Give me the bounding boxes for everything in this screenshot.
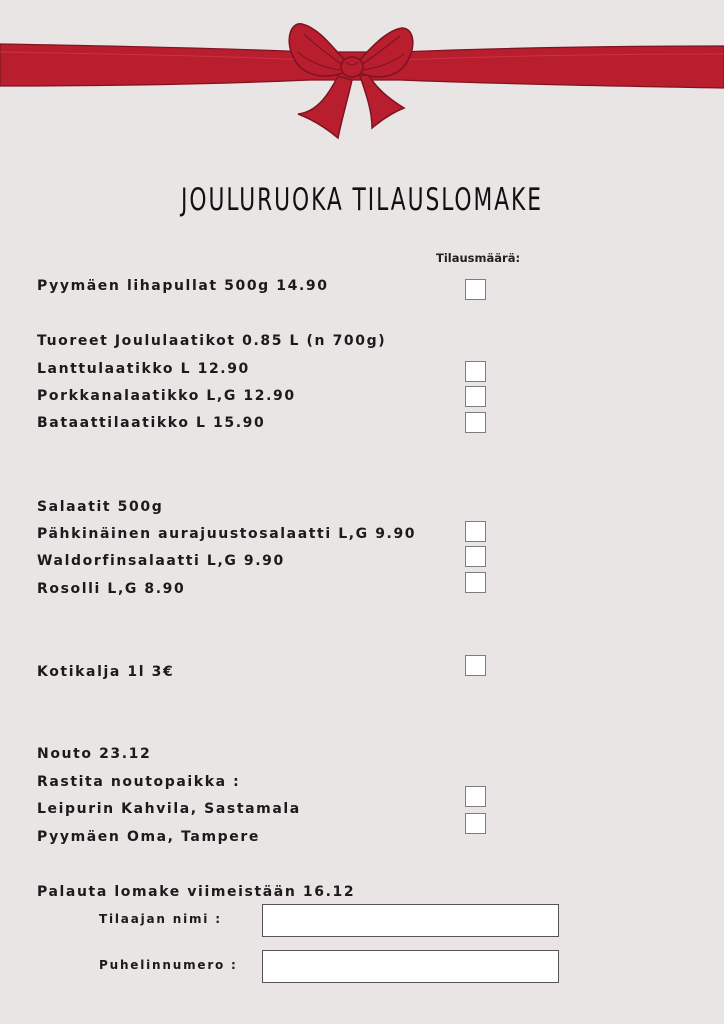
item-waldorfinsalaatti: Waldorfinsalaatti L,G 9.90 [37,553,285,569]
quantity-column-header: Tilausmäärä: [436,251,521,265]
checkbox-kotikalja[interactable] [465,655,486,676]
item-lanttulaatikko: Lanttulaatikko L 12.90 [37,361,250,377]
item-rosolli: Rosolli L,G 8.90 [37,581,186,597]
pickup-date: Nouto 23.12 [37,746,152,762]
checkbox-porkkanalaatikko[interactable] [465,386,486,407]
pickup-location-tampere: Pyymäen Oma, Tampere [37,829,260,845]
item-kotikalja: Kotikalja 1l 3€ [37,664,175,680]
phone-field-label: Puhelinnumero : [99,958,238,972]
item-porkkanalaatikko: Porkkanalaatikko L,G 12.90 [37,388,296,404]
section-salaatit: Salaatit 500g [37,499,164,515]
checkbox-rosolli[interactable] [465,572,486,593]
name-field-label: Tilaajan nimi : [99,912,222,926]
checkbox-pickup-sastamala[interactable] [465,786,486,807]
phone-input[interactable] [262,950,559,983]
name-input[interactable] [262,904,559,937]
item-lihapullat: Pyymäen lihapullat 500g 14.90 [37,278,329,294]
pickup-instruction: Rastita noutopaikka : [37,774,241,790]
red-ribbon-bow-icon [0,0,724,145]
item-aurajuustosalaatti: Pähkinäinen aurajuustosalaatti L,G 9.90 [37,526,417,542]
checkbox-lanttulaatikko[interactable] [465,361,486,382]
section-laatikot: Tuoreet Joululaatikot 0.85 L (n 700g) [37,333,387,349]
checkbox-pickup-tampere[interactable] [465,813,486,834]
checkbox-lihapullat[interactable] [465,279,486,300]
checkbox-waldorfinsalaatti[interactable] [465,546,486,567]
checkbox-aurajuustosalaatti[interactable] [465,521,486,542]
pickup-location-sastamala: Leipurin Kahvila, Sastamala [37,801,301,817]
return-deadline: Palauta lomake viimeistään 16.12 [37,884,356,900]
checkbox-bataattilaatikko[interactable] [465,412,486,433]
item-bataattilaatikko: Bataattilaatikko L 15.90 [37,415,266,431]
form-title: JOULURUOKA TILAUSLOMAKE [181,182,543,218]
